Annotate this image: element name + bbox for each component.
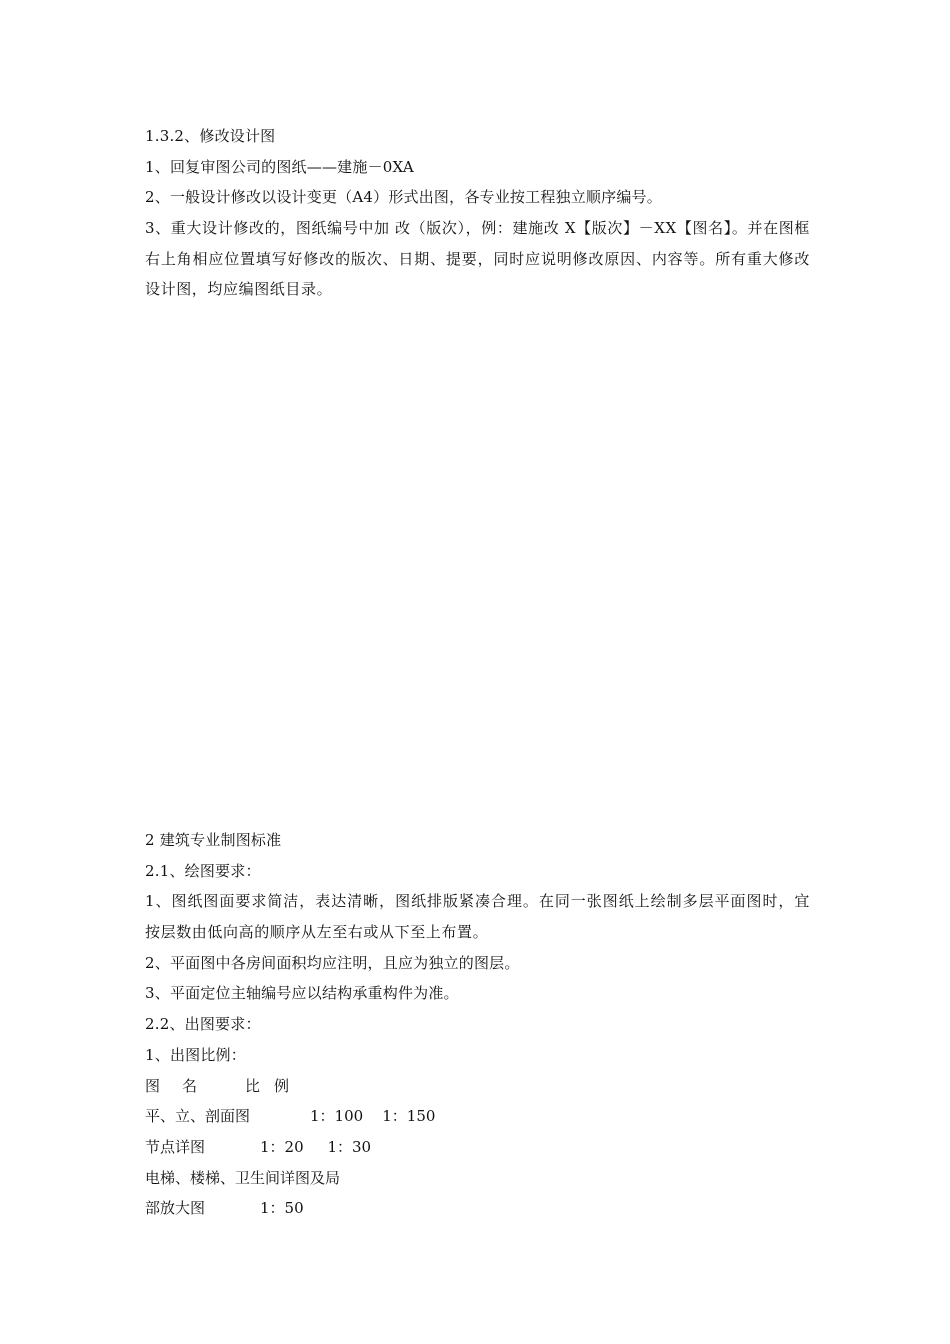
paragraph: 2、平面图中各房间面积均应注明，且应为独立的图层。 [145,953,520,972]
drawing-scale: 1：50 [260,1199,304,1218]
paragraph: 3、平面定位主轴编号应以结构承重构件为准。 [145,984,459,1003]
section-heading: 1.3.2、修改设计图 [145,127,276,145]
paragraph: 1、图纸图面要求简洁，表达清晰，图纸排版紧凑合理。在同一张图纸上绘制多层平面图时，宜按层数由低向高的顺序从左至右或从下至上布置。 [145,892,810,942]
section-1-3-2 [145,121,810,305]
drawing-name: 平、立、剖面图 [145,1107,251,1126]
section-2 [145,825,810,1224]
subsection-heading: 2.2、出图要求： [145,1015,261,1034]
table-row [145,1163,810,1194]
drawing-name: 节点详图 [145,1137,206,1156]
scale-table [145,1071,810,1224]
drawing-name: 电梯、楼梯、卫生间详图及局 [145,1168,341,1187]
drawing-scale: 1：20 1：30 [260,1137,372,1156]
paragraph: 2、一般设计修改以设计变更（A4）形式出图，各专业按工程独立顺序编号。 [145,188,662,207]
drawing-scale: 1：100 1：150 [310,1107,436,1126]
paragraph: 3、重大设计修改的，图纸编号中加 改（版次），例：建施改 X【版次】－XX【图名】。并在图框右上角相应位置填写好修改的版次、日期、提要，同时应说明修改原因、内容等。所有重大修改设计图，均应编图纸目录。 [145,219,810,299]
subsection-heading: 2.1、绘图要求： [145,861,261,880]
table-row [145,1101,810,1132]
column-header-name: 图名 [145,1076,220,1095]
table-row [145,1132,810,1163]
section-heading: 2 建筑专业制图标准 [145,831,282,849]
table-row [145,1193,810,1224]
paragraph: 1、出图比例： [145,1045,246,1064]
column-header-scale: 比例 [245,1076,304,1095]
paragraph: 1、回复审图公司的图纸——建施－0XA [145,157,414,176]
scale-table-header [145,1071,810,1102]
drawing-name: 部放大图 [145,1199,206,1218]
